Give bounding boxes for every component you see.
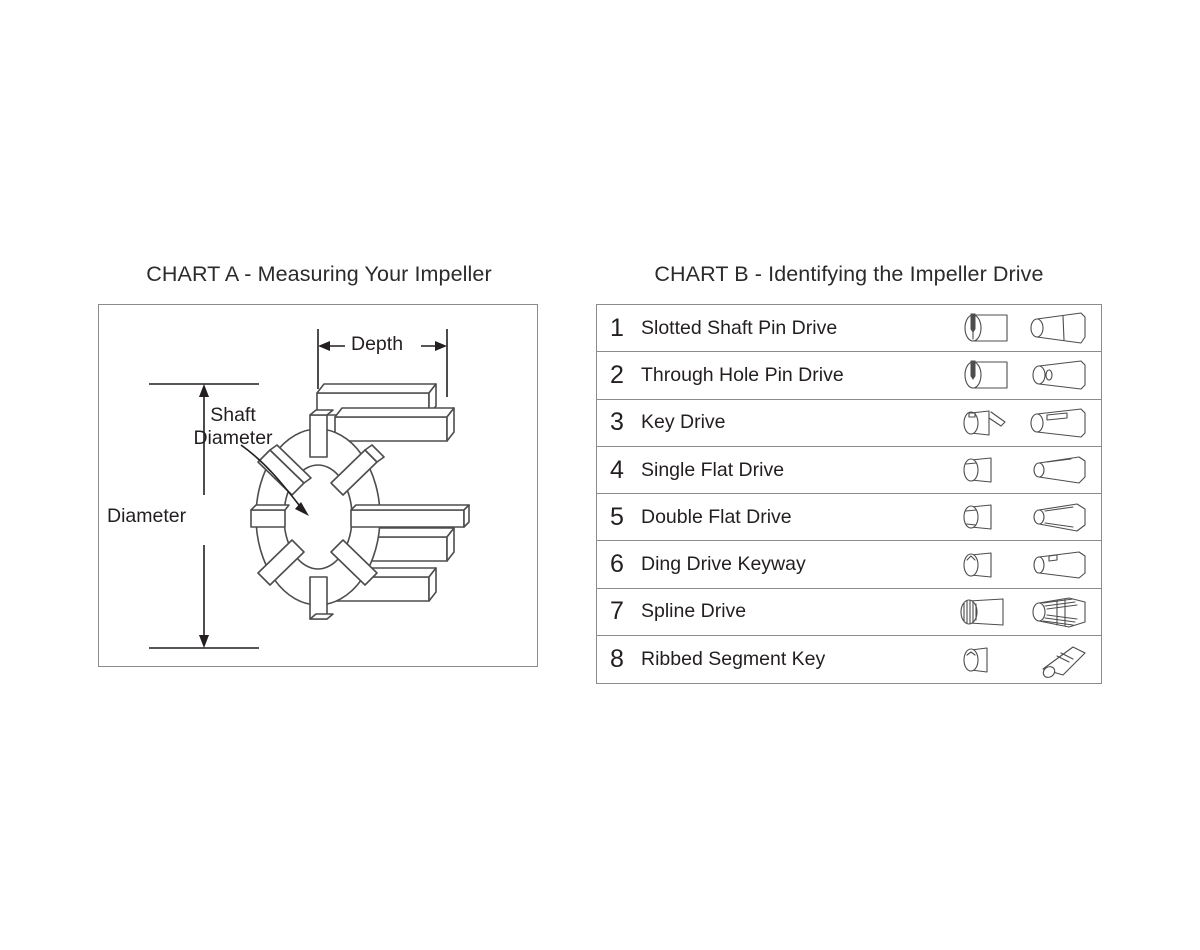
double-flat-shaft-icon <box>1023 494 1101 540</box>
table-row <box>597 494 1101 541</box>
key-drive-bore-icon <box>945 400 1023 446</box>
depth-label: Depth <box>351 333 404 355</box>
table-row <box>597 447 1101 494</box>
shaft-diameter-label-line1: Shaft <box>210 404 256 426</box>
row-number: 5 <box>610 502 624 531</box>
double-flat-bore-icon <box>945 494 1023 540</box>
single-flat-shaft-icon <box>1023 447 1101 493</box>
ding-drive-shaft-icon <box>1023 542 1101 588</box>
spline-bore-icon <box>945 589 1023 635</box>
row-number: 1 <box>610 313 624 342</box>
through-hole-pin-bore-icon <box>945 352 1023 398</box>
row-label: Ribbed Segment Key <box>641 648 826 671</box>
row-number: 8 <box>610 645 624 674</box>
row-label: Single Flat Drive <box>641 458 785 481</box>
shaft-diameter-label <box>177 404 289 450</box>
chart-b <box>596 262 1102 684</box>
row-label: Double Flat Drive <box>641 505 792 528</box>
row-number: 7 <box>610 597 624 626</box>
single-flat-bore-icon <box>945 447 1023 493</box>
row-label: Spline Drive <box>641 600 747 623</box>
row-number: 6 <box>610 550 624 579</box>
table-row <box>597 352 1101 399</box>
ding-drive-bore-icon <box>945 542 1023 588</box>
spline-shaft-icon <box>1023 589 1101 635</box>
chart-a <box>98 262 540 667</box>
table-row <box>597 400 1101 447</box>
row-label: Through Hole Pin Drive <box>641 363 844 386</box>
table-row <box>597 636 1101 683</box>
ribbed-segment-bore-icon <box>945 637 1023 683</box>
chart-a-figure-box <box>98 304 538 667</box>
table-row <box>597 305 1101 352</box>
slotted-shaft-pin-bore-icon <box>945 305 1023 351</box>
chart-b-title: CHART B - Identifying the Impeller Drive <box>654 262 1044 286</box>
table-row <box>597 541 1101 588</box>
row-number: 2 <box>610 360 624 389</box>
through-hole-pin-shaft-icon <box>1023 352 1101 398</box>
drive-type-table <box>596 304 1102 684</box>
table-row <box>597 589 1101 636</box>
key-drive-shaft-icon <box>1023 400 1101 446</box>
row-label: Key Drive <box>641 411 726 434</box>
shaft-diameter-label-line2: Diameter <box>193 427 273 449</box>
row-label: Slotted Shaft Pin Drive <box>641 316 838 339</box>
slotted-shaft-pin-shaft-icon <box>1023 305 1101 351</box>
row-number: 4 <box>610 455 624 484</box>
row-label: Ding Drive Keyway <box>641 553 806 576</box>
diameter-label: Diameter <box>107 505 187 527</box>
ribbed-segment-shaft-icon <box>1023 637 1101 683</box>
chart-a-title: CHART A - Measuring Your Impeller <box>146 262 492 286</box>
impeller-drawing <box>99 305 539 668</box>
row-number: 3 <box>610 408 624 437</box>
